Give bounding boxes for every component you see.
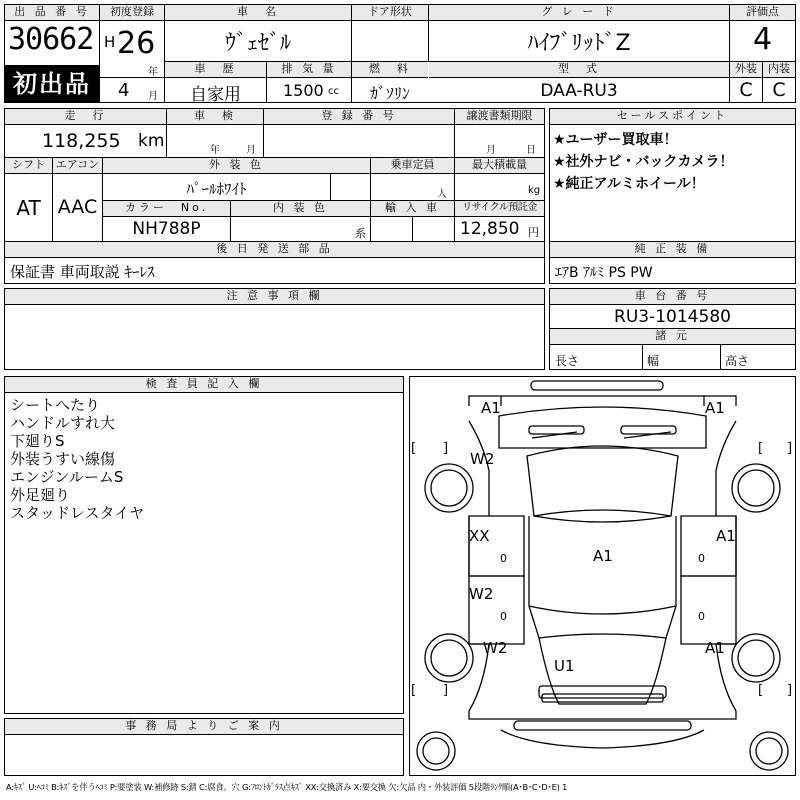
inspector-header: 検 査 員 記 入 欄 (5, 377, 403, 393)
dim-width: 幅 (647, 354, 660, 368)
mark-front-left-wheel: W2 (470, 450, 495, 468)
mark-rear: U1 (554, 657, 575, 675)
mark-left-rear-door: W2 (469, 585, 494, 603)
front-bumper-outline (531, 381, 663, 390)
first-reg-header: 初度登録 (100, 5, 164, 21)
year-unit: 年 (148, 67, 158, 78)
history: 自家用 (190, 85, 241, 105)
inspector-note: シートへたり (10, 396, 101, 414)
transfer-month-unit: 月 (486, 145, 496, 156)
door-header: ドア形状 (352, 5, 428, 21)
notes-header: 注 意 事 項 欄 (5, 289, 544, 305)
later-parts-header: 後 日 発 送 部 品 (5, 242, 544, 258)
year: 26 (117, 26, 156, 61)
mark-right-rear: A1 (705, 639, 725, 657)
aircon-header: エアコン (53, 158, 102, 174)
inspector-note: 外足廻り (10, 486, 71, 504)
damage-legend: A:ｷｽﾞ U:ﾍｺﾐ B:ｷｽﾞを伴うﾍｺﾐ P:要塗装 W:補修跡 S:錆 C:腐食、穴 G:ﾌﾛﾝﾄｶﾞﾗｽ点ｷｽﾞ XX:交換済み X:要交換 欠:欠品 内・外装評価 5段階ﾗﾝｸ順(A･B･C･D･E) 1 (6, 782, 568, 792)
fuel-header: 燃 料 (352, 62, 428, 78)
mileage-header: 走 行 (5, 109, 166, 125)
sales-point: ★社外ナビ・バックカメラ！ (553, 154, 734, 170)
mark-front-left: A1 (481, 399, 501, 417)
hood-outline (499, 407, 706, 448)
first-listing-badge: 初出品 (5, 65, 99, 103)
bracket-open: [ (411, 441, 417, 456)
recycle-fee: 12,850 (460, 219, 520, 239)
lot-number-header: 出 品 番 号 (5, 5, 99, 21)
mark-left-front-door: XX (469, 527, 490, 545)
mark-right-front-door: A1 (716, 527, 736, 545)
interior-color-header: 内 装 色 (231, 201, 370, 217)
zero-mark: 0 (698, 552, 705, 565)
sales-points-list (553, 129, 734, 195)
rear-left-tire (425, 634, 473, 682)
interior-color-unit: 系 (355, 227, 366, 240)
aircon: AAC (57, 196, 98, 218)
bracket-close: ] (443, 683, 449, 698)
zero-mark: 0 (698, 610, 705, 623)
zero-mark: 0 (500, 610, 507, 623)
model-code-header: 型 式 (429, 62, 729, 78)
mileage-unit: km (138, 131, 165, 151)
exterior-color-header: 外 装 色 (103, 158, 370, 174)
recycle-header: リサイクル預託金 (455, 201, 544, 217)
capacity-unit: 人 (437, 189, 447, 200)
front-left-tire (425, 464, 473, 512)
import-header: 輸 入 車 (371, 201, 454, 217)
shift-header: シフト (5, 158, 52, 174)
era: H (104, 33, 116, 51)
inspector-note: エンジンルームS (10, 468, 124, 486)
rear-bumper-outline (514, 721, 691, 730)
grade: ﾊｲﾌﾞﾘｯﾄﾞZ (527, 31, 631, 56)
history-header: 車 歴 (165, 62, 266, 78)
displacement-unit: cc (328, 86, 339, 97)
recycle-unit: 円 (528, 226, 539, 239)
exterior-color: ﾊﾟｰﾙﾎﾜｲﾄ (186, 180, 247, 198)
model-code: DAA-RU3 (540, 81, 618, 101)
car-name: ｳﾞｪｾﾞﾙ (224, 31, 291, 56)
month-unit: 月 (148, 91, 158, 102)
inspector-note: 下廻りS (10, 432, 65, 450)
displacement-header: 排 気 量 (267, 62, 351, 78)
dimensions-header: 諸 元 (550, 329, 795, 345)
bracket-close: ] (787, 683, 793, 698)
bracket-open: [ (758, 683, 764, 698)
car-name-header: 車 名 (165, 5, 351, 21)
interior-header: 内装 (763, 62, 795, 78)
month: 4 (118, 80, 130, 101)
inspection-header: 車 検 (167, 109, 263, 125)
chassis-number: RU3-1014580 (614, 307, 731, 327)
sales-points-header: セールスポイント (550, 109, 795, 125)
exterior-header: 外装 (730, 62, 762, 78)
sales-point: ★純正アルミホイール！ (553, 176, 705, 192)
mark-front-right: A1 (705, 399, 725, 417)
capacity-header: 乗車定員 (371, 158, 454, 174)
equipment: ｴｱB ｱﾙﾐ PS PW (555, 265, 653, 281)
exterior-grade: C (739, 79, 753, 101)
fuel: ｶﾞｿﾘﾝ (369, 84, 410, 103)
cabin-outline (527, 446, 678, 516)
bracket-close: ] (787, 441, 793, 456)
mark-rear-left-wheel: W2 (483, 639, 508, 657)
sales-point: ★ユーザー買取車！ (553, 132, 678, 148)
front-right-tire (732, 464, 780, 512)
dim-height: 高さ (725, 354, 750, 368)
mark-center: A1 (593, 547, 613, 565)
inspector-note: ハンドルすれ大 (10, 414, 116, 432)
inspector-note: 外装うすい線傷 (10, 450, 116, 468)
score-header: 評価点 (730, 5, 795, 21)
score: 4 (752, 22, 773, 57)
rear-right-tire (732, 634, 780, 682)
bracket-open: [ (758, 441, 764, 456)
inspection-year-unit: 年 (210, 145, 220, 156)
equipment-header: 純 正 装 備 (550, 242, 795, 258)
registration-header: 登 録 番 号 (264, 109, 454, 125)
inspector-note: スタッドレスタイヤ (10, 504, 145, 522)
interior-grade: C (772, 79, 786, 101)
displacement: 1500 (283, 81, 324, 100)
left-side-outline (469, 516, 524, 576)
front-end-outline (469, 396, 736, 406)
lot-number: 30662 (8, 22, 94, 57)
inspection-month-unit: 月 (246, 145, 256, 156)
chassis-header: 車 台 番 号 (550, 289, 795, 305)
transfer-day-unit: 日 (526, 145, 536, 156)
inspector-notes (10, 396, 144, 522)
max-load-unit: kg (528, 185, 541, 196)
dim-length: 長さ (555, 354, 580, 368)
bracket-close: ] (443, 441, 449, 456)
color-no-header: カラー No. (103, 201, 230, 217)
shift: AT (16, 196, 41, 220)
mileage: 118,255 (42, 130, 121, 152)
transfer-header: 譲渡書類期限 (455, 109, 544, 125)
later-parts: 保証書 車両取説 ｷｰﾚｽ (10, 263, 155, 281)
color-no: NH788P (132, 219, 201, 239)
office-header: 事 務 局 よ り ご 案 内 (5, 719, 403, 735)
right-side-outline (681, 516, 736, 576)
grade-header: グ レ ー ド (429, 5, 729, 21)
max-load-header: 最大積載量 (455, 158, 544, 174)
car-diagram (409, 376, 796, 776)
zero-mark: 0 (500, 552, 507, 565)
bracket-open: [ (411, 683, 417, 698)
